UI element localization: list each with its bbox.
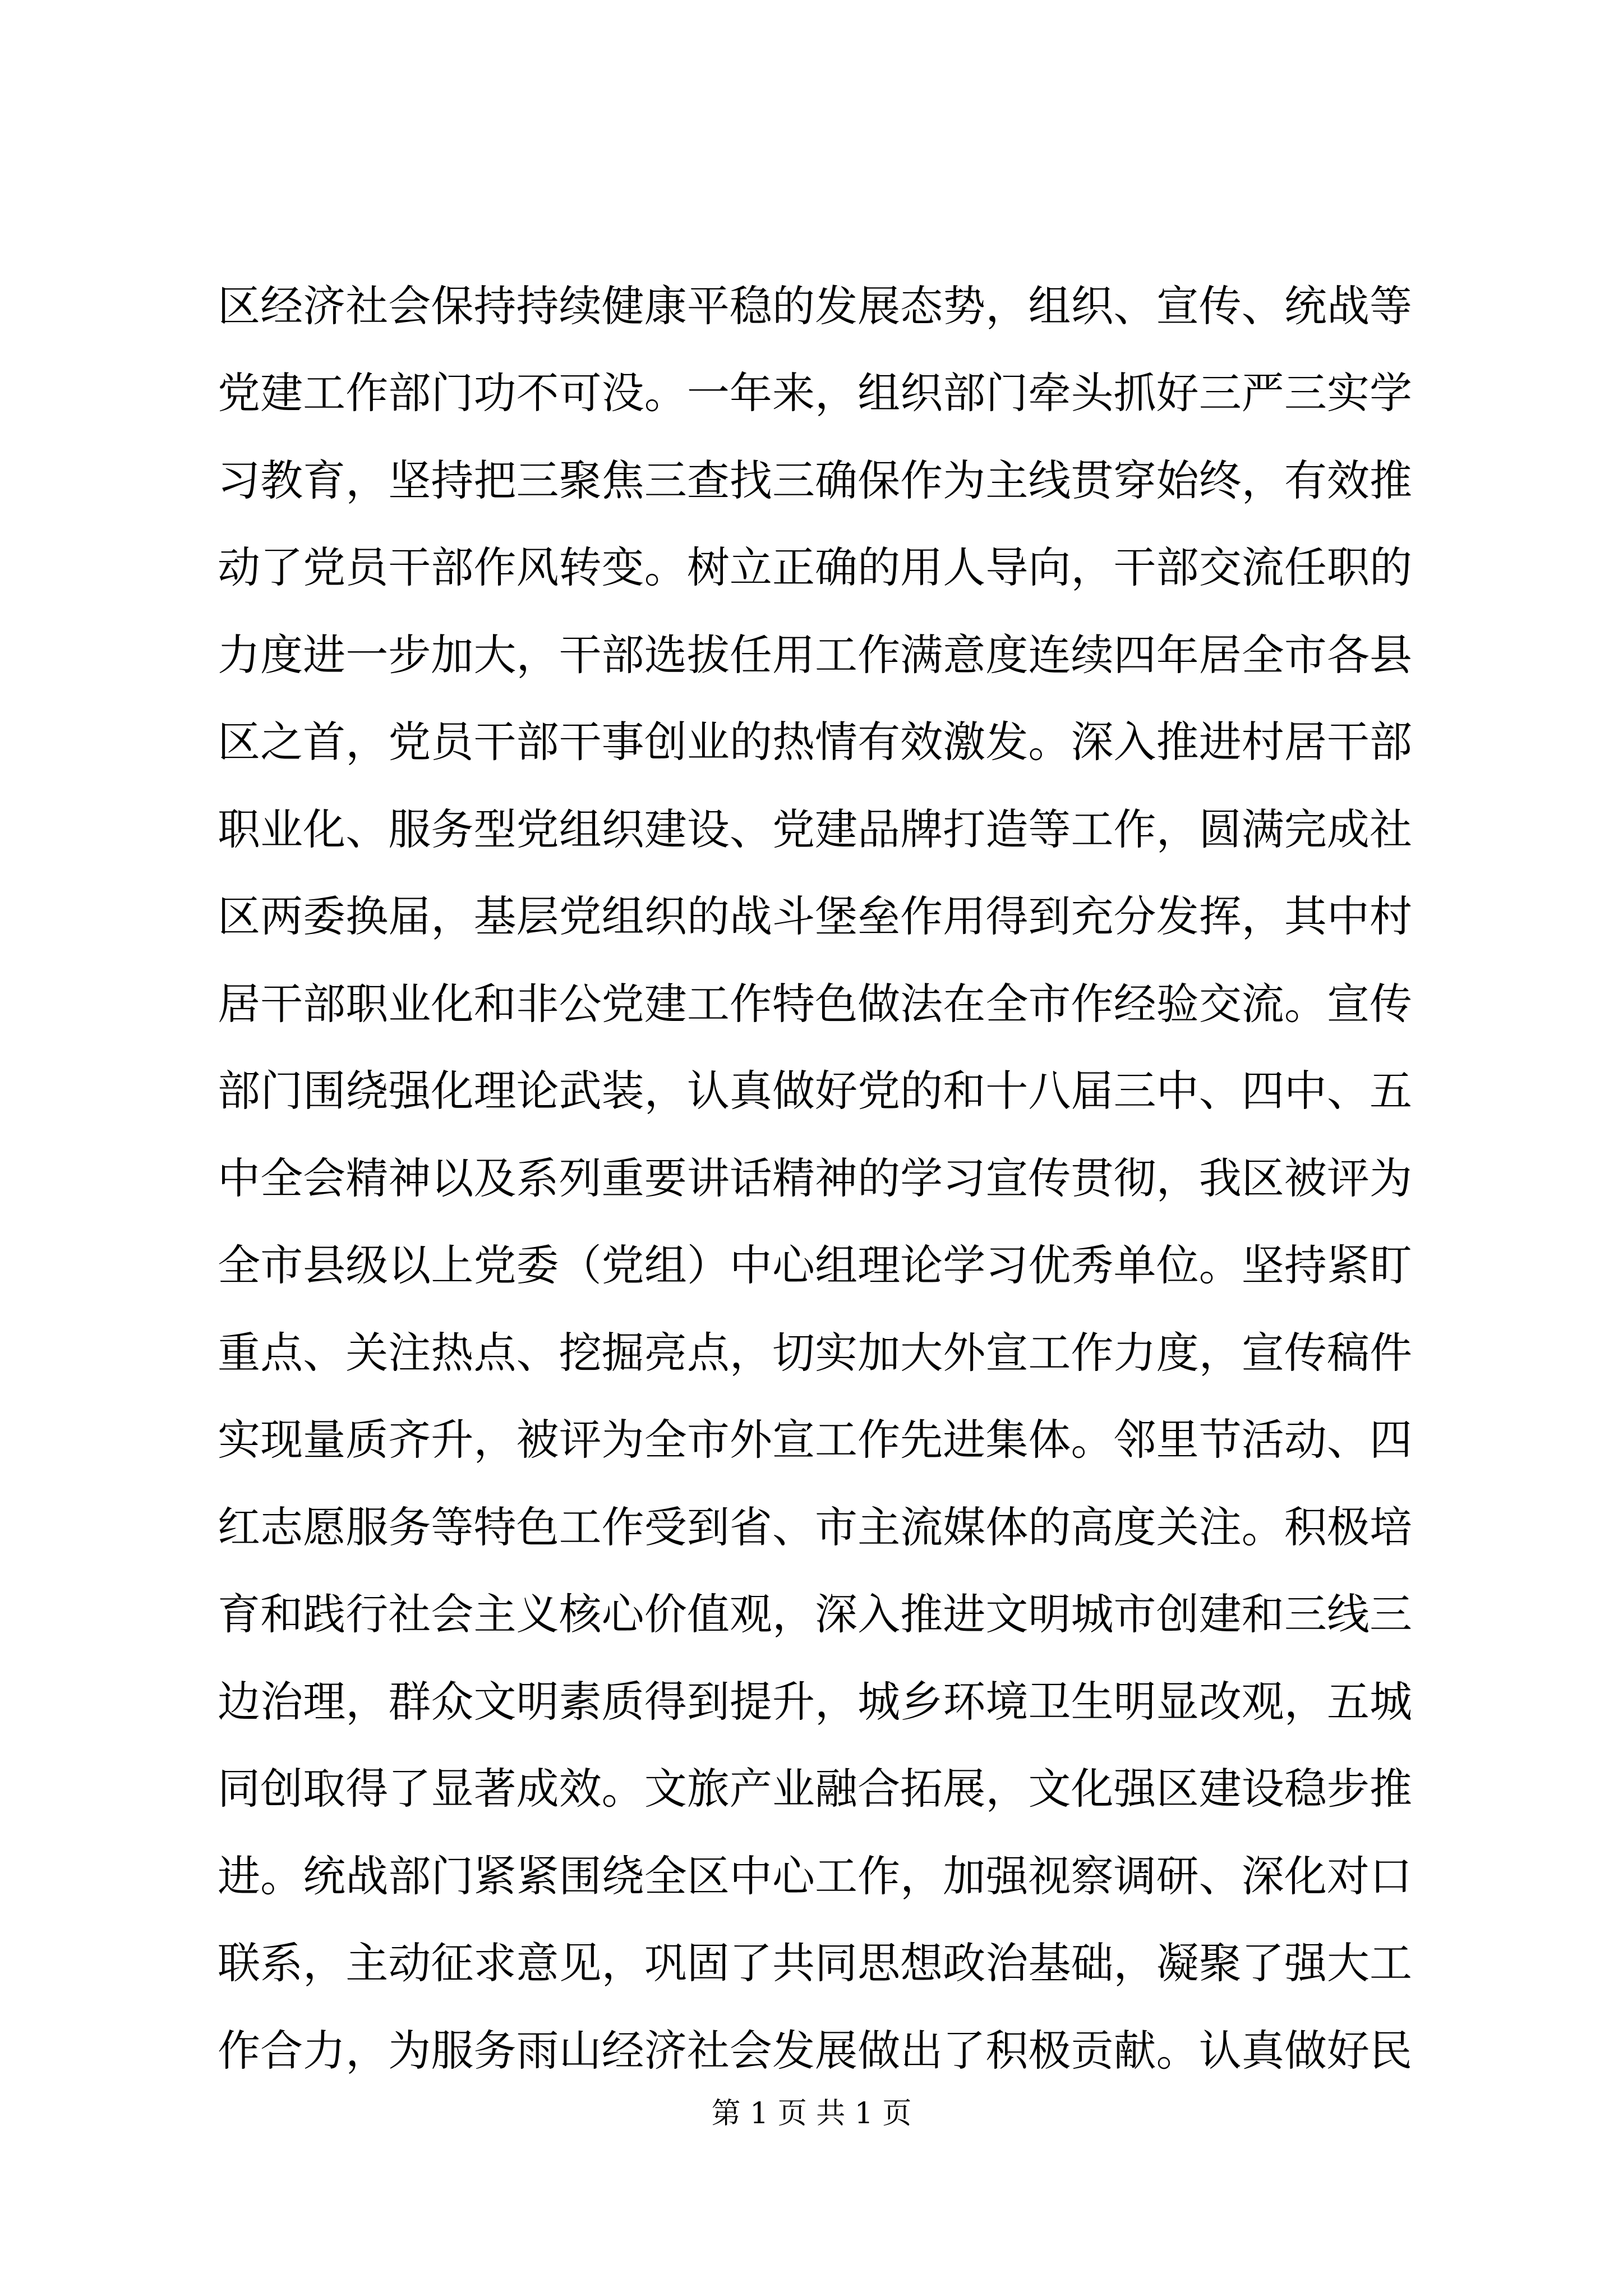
text-line: 实现量质齐升，被评为全市外宣工作先进集体。邻里节活动、四 [218, 1415, 1412, 1465]
text-line: 居干部职业化和非公党建工作特色做法在全市作经验交流。宣传 [218, 979, 1412, 1029]
text-line: 区经济社会保持持续健康平稳的发展态势，组织、宣传、统战等 [218, 281, 1412, 331]
text-line: 区两委换届，基层党组织的战斗堡垒作用得到充分发挥，其中村 [218, 891, 1412, 941]
text-line: 区之首，党员干部干事创业的热情有效激发。深入推进村居干部 [218, 717, 1412, 767]
page-footer: 第 1 页 共 1 页 [711, 2097, 912, 2131]
text-line: 进。统战部门紧紧围绕全区中心工作，加强视察调研、深化对口 [218, 1851, 1412, 1901]
text-line: 红志愿服务等特色工作受到省、市主流媒体的高度关注。积极培 [218, 1502, 1412, 1552]
text-line: 同创取得了显著成效。文旅产业融合拓展，文化强区建设稳步推 [218, 1764, 1412, 1814]
text-line: 中全会精神以及系列重要讲话精神的学习宣传贯彻，我区被评为 [218, 1153, 1412, 1203]
text-line: 作合力，为服务雨山经济社会发展做出了积极贡献。认真做好民 [218, 2026, 1412, 2076]
text-line: 重点、关注热点、挖掘亮点，切实加大外宣工作力度，宣传稿件 [218, 1328, 1412, 1378]
text-line: 动了党员干部作风转变。树立正确的用人导向，干部交流任职的 [218, 542, 1412, 592]
text-line: 党建工作部门功不可没。一年来，组织部门牵头抓好三严三实学 [218, 368, 1412, 418]
text-line: 习教育，坚持把三聚焦三查找三确保作为主线贯穿始终，有效推 [218, 455, 1412, 505]
text-line: 联系，主动征求意见，巩固了共同思想政治基础，凝聚了强大工 [218, 1938, 1412, 1988]
text-line: 力度进一步加大，干部选拔任用工作满意度连续四年居全市各县 [218, 630, 1412, 680]
text-line: 部门围绕强化理论武装，认真做好党的和十八届三中、四中、五 [218, 1066, 1412, 1116]
text-line: 职业化、服务型党组织建设、党建品牌打造等工作，圆满完成社 [218, 804, 1412, 854]
text-line: 育和践行社会主义核心价值观，深入推进文明城市创建和三线三 [218, 1589, 1412, 1639]
text-line: 边治理，群众文明素质得到提升，城乡环境卫生明显改观，五城 [218, 1677, 1412, 1727]
text-line: 全市县级以上党委（党组）中心组理论学习优秀单位。坚持紧盯 [218, 1240, 1412, 1290]
